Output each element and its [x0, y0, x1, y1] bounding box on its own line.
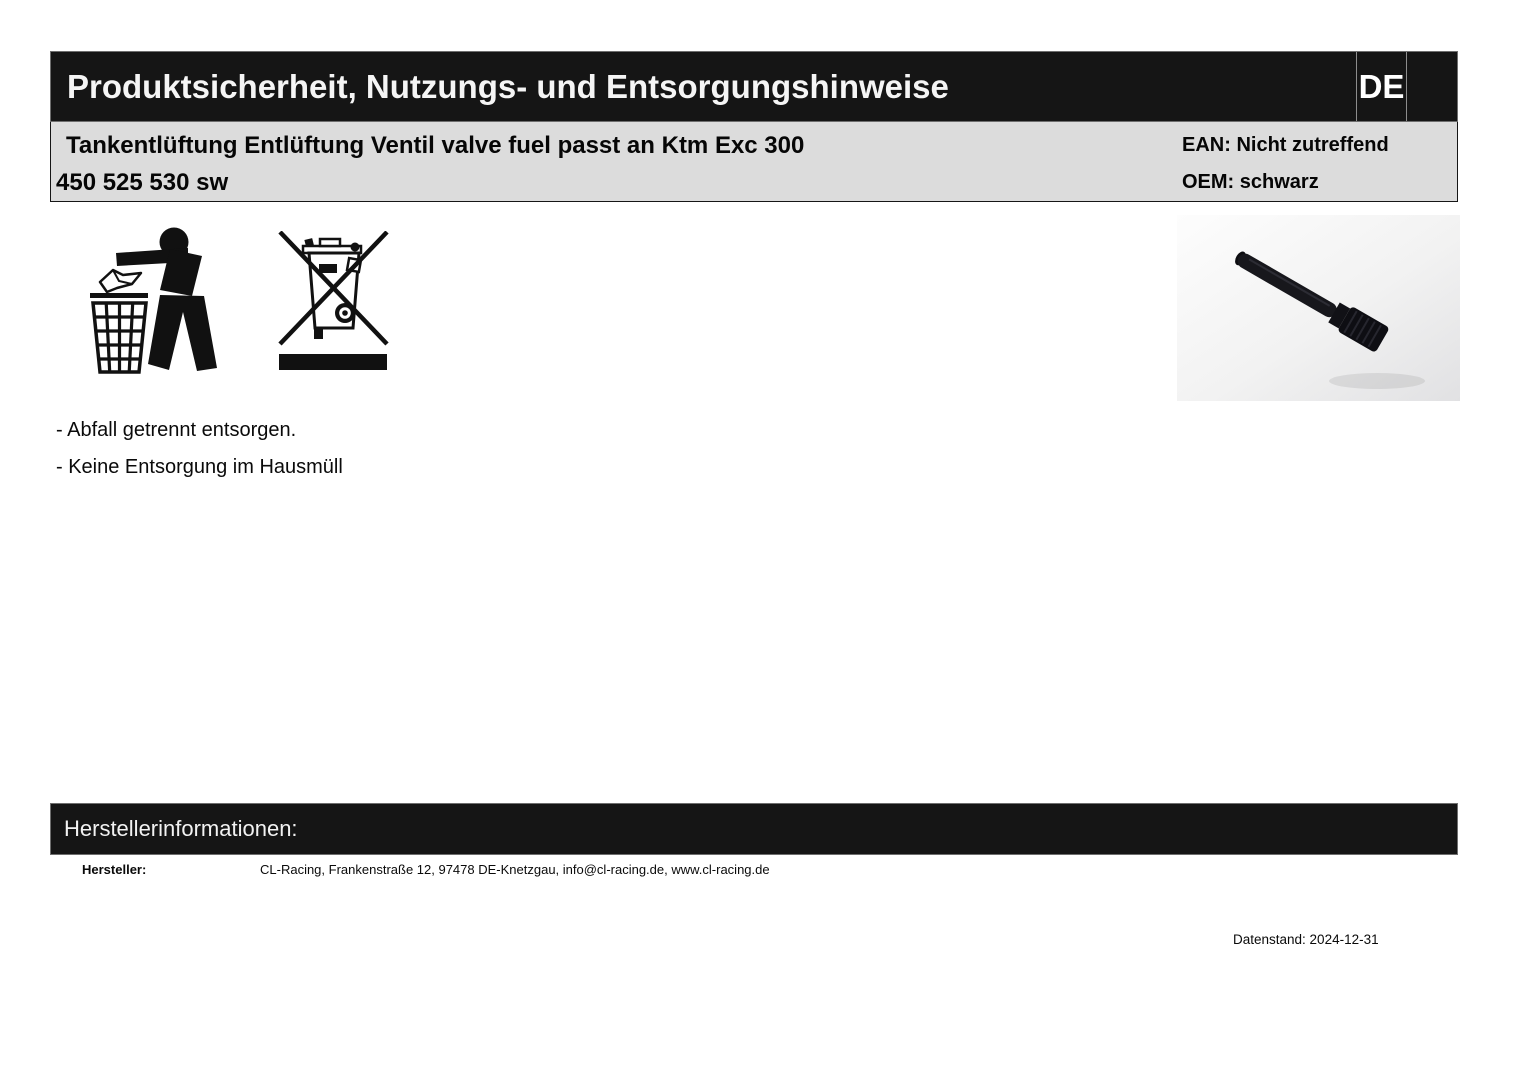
product-photo: [1177, 215, 1460, 401]
manufacturer-section-title: Herstellerinformationen:: [64, 816, 298, 841]
oem-value: OEM: schwarz: [1182, 171, 1319, 193]
manufacturer-value: CL-Racing, Frankenstraße 12, 97478 DE-Knetzgau, info@cl-racing.de, www.cl-racing.de: [260, 862, 770, 877]
weee-crossed-wheelie-bin-icon: [278, 231, 390, 373]
product-title-band: [50, 122, 1458, 202]
data-status-date: Datenstand: 2024-12-31: [1233, 932, 1379, 947]
header-bar: [50, 51, 1458, 122]
disposal-note: - Abfall getrennt entsorgen.: [56, 419, 297, 441]
language-badge: DE: [1356, 52, 1407, 121]
disposal-note: - Keine Entsorgung im Hausmüll: [56, 456, 343, 478]
tidyman-litter-disposal-icon: [88, 226, 236, 374]
manufacturer-section-bar: [50, 803, 1458, 855]
product-title-line2: 450 525 530 sw: [56, 169, 229, 196]
disposal-notes: [56, 412, 343, 486]
page-title: Produktsicherheit, Nutzungs- und Entsorgungshinweise: [67, 68, 949, 105]
product-codes: [1182, 127, 1389, 201]
ean-value: EAN: Nicht zutreffend: [1182, 134, 1389, 156]
product-title-line1: Tankentlüftung Entlüftung Ventil valve fuel passt an Ktm Exc 300: [66, 132, 805, 159]
manufacturer-label: Hersteller:: [82, 862, 147, 877]
